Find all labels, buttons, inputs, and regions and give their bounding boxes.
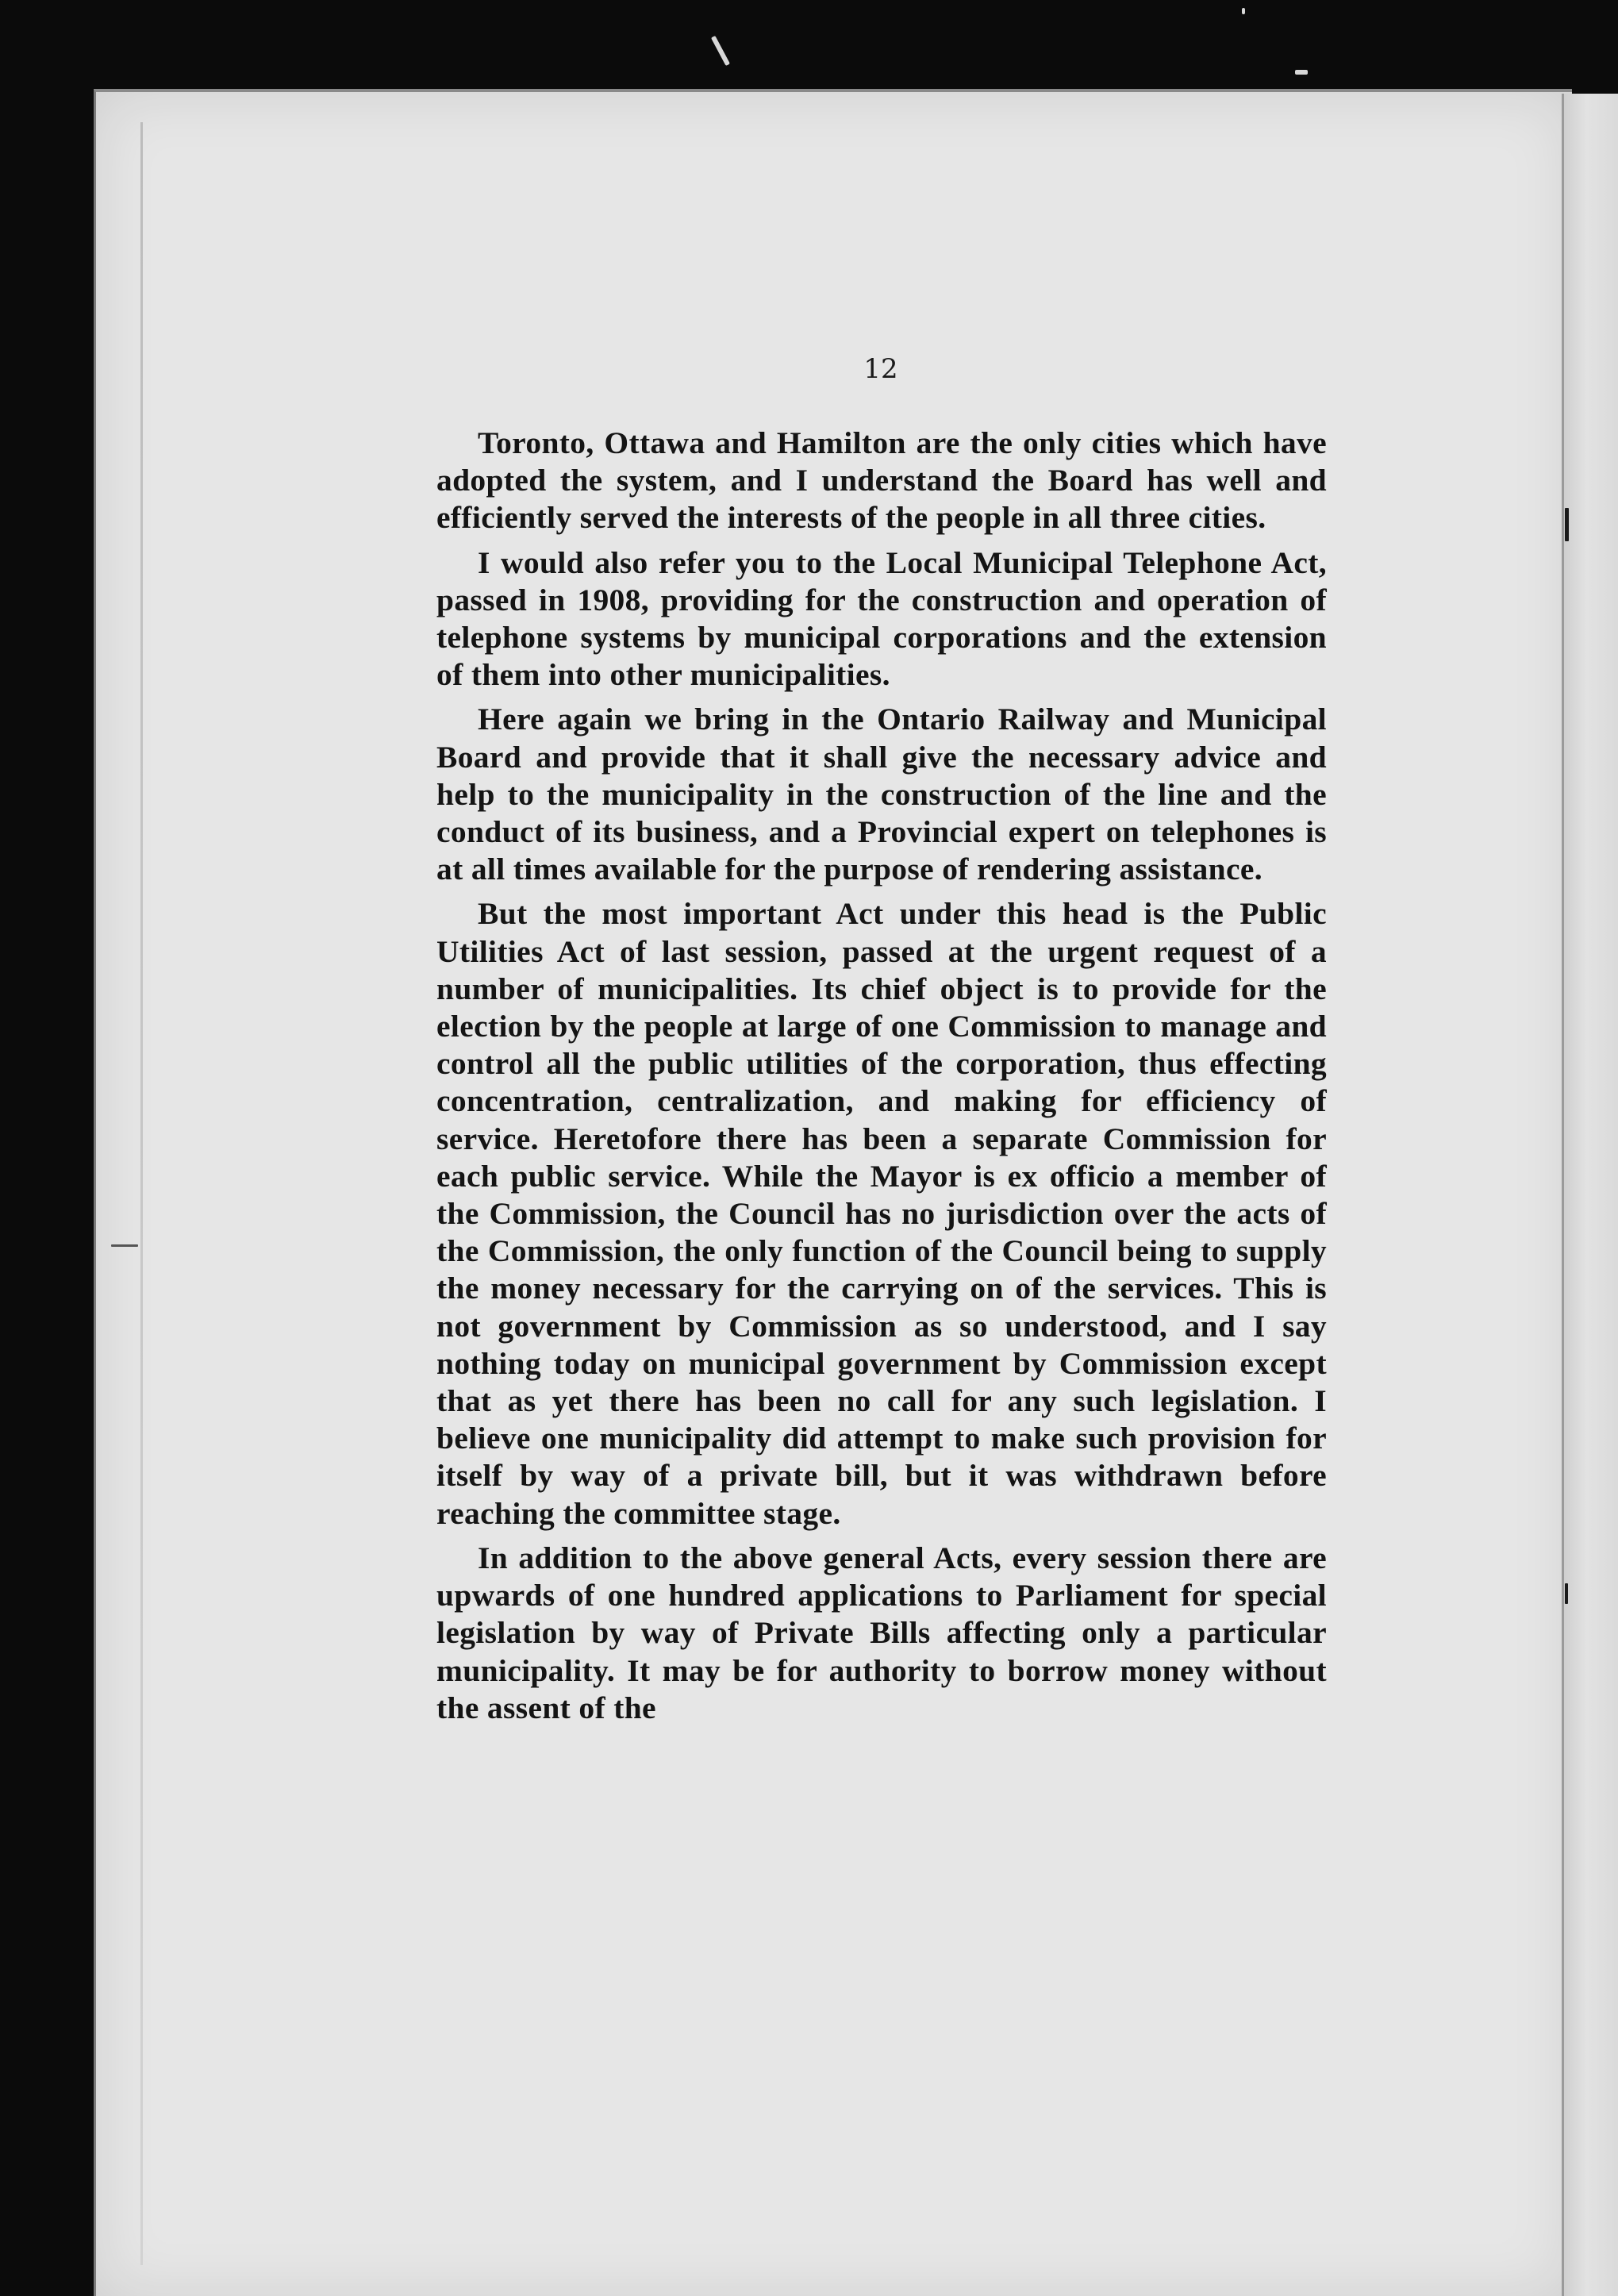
margin-mark (111, 1244, 138, 1247)
adjacent-page-edge (1562, 94, 1618, 2296)
film-speck (1295, 70, 1308, 75)
film-speck (711, 36, 730, 66)
paragraph: In addition to the above general Acts, every session there are upwards of one hundred applications to Parliament for special legislation by way of Private Bills affecting only a particular municipality. It may be for authority to borrow money without the assent of the (436, 1540, 1327, 1725)
paragraph: Toronto, Ottawa and Hamilton are the only cities which have adopted the system, and I understand the Board has well and efficiently served the interests of the people in all three cities. (436, 425, 1327, 536)
paragraph: Here again we bring in the Ontario Railway and Municipal Board and provide that it shall give the necessary advice and help to the municipality in the construction of the line and the conduct of its business, and a Provincial expert on telephones is at all times available for the purpose of rendering assistance. (436, 702, 1327, 887)
paragraph: But the most important Act under this head is the Public Utilities Act of last session, passed at the urgent request of a number of municipalities. Its chief object is to provide for the election by the people at large of one Commission to manage and control all the public utilities of the corporation, thus effecting concentration, centralization, and making for efficiency of service. Heretofore there has been a separate Commission for each public service. While the Mayor is ex officio a member of the Commission, the Council has no jurisdiction over the acts of the Commission, the only function of the Council being to supply the money necessary for the carrying on of the services. This is not government by Commission as so understood, and I say nothing today on municipal government by Commission except that as yet there has been no call for any such legislation. I believe one municipality did attempt to make such provision for itself by way of a private bill, but it was withdrawn before reaching the committee stage. (436, 896, 1327, 1531)
margin-mark (1565, 1583, 1568, 1604)
page-inner-edge (140, 122, 143, 2265)
margin-mark (1565, 508, 1569, 541)
film-speck (1242, 8, 1245, 14)
page-body (436, 425, 1327, 1734)
page-number: 12 (863, 353, 898, 385)
paragraph: I would also refer you to the Local Municipal Telephone Act, passed in 1908, providing for the construction and operation of telephone systems by municipal corporations and the extension of them into other municipalities. (436, 544, 1327, 693)
